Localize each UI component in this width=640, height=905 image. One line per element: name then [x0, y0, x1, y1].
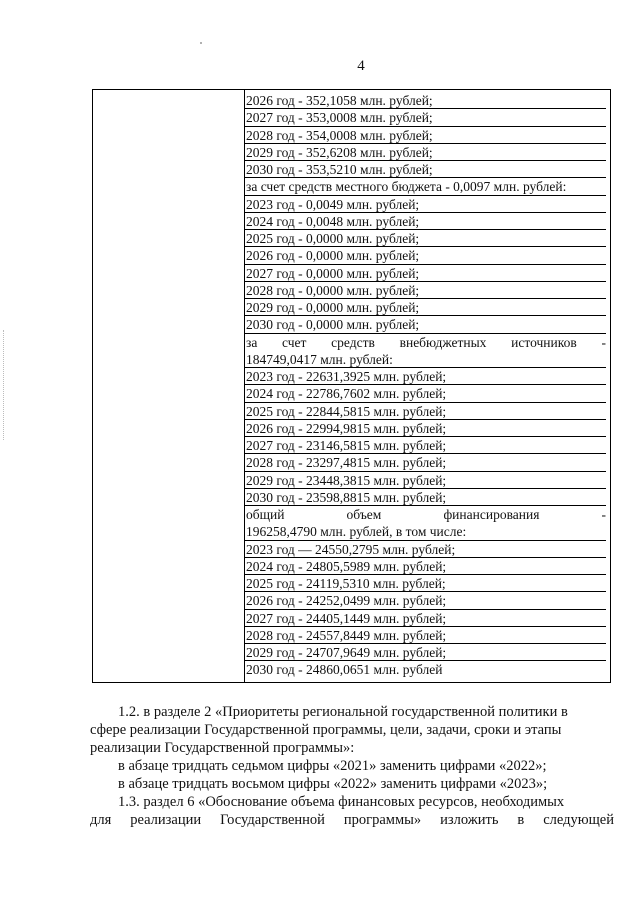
paragraph-line-justified: для реализации Государственной программы» изложить в следующей: [90, 812, 614, 828]
scan-margin-mark: [3, 330, 8, 440]
table-row: 2028 год - 354,0008 млн. рублей;: [244, 127, 606, 144]
paragraph-line: реализации Государственной программы»:: [90, 740, 355, 756]
table-row: 2027 год - 353,0008 млн. рублей;: [244, 109, 606, 126]
table-row: 2028 год - 23297,4815 млн. рублей;: [244, 454, 606, 471]
financing-table: [92, 89, 611, 683]
table-row: 2029 год - 23448,3815 млн. рублей;: [244, 472, 606, 489]
table-row: 2023 год - 0,0049 млн. рублей;: [244, 196, 606, 213]
local-budget-header: за счет средств местного бюджета - 0,0097 млн. рублей:: [244, 178, 606, 195]
table-row: 2027 год - 0,0000 млн. рублей;: [244, 265, 606, 282]
table-row: 2027 год - 23146,5815 млн. рублей;: [244, 437, 606, 454]
table-row: 2029 год - 24707,9649 млн. рублей;: [244, 644, 606, 661]
table-row: 2027 год - 24405,1449 млн. рублей;: [244, 610, 606, 627]
table-row: 2026 год - 22994,9815 млн. рублей;: [244, 420, 606, 437]
page-number: 4: [357, 58, 365, 74]
paragraph-line: 1.3. раздел 6 «Обоснование объема финансовых ресурсов, необходимых: [118, 794, 565, 810]
table-row: 2029 год - 0,0000 млн. рублей;: [244, 299, 606, 316]
table-row: 2024 год - 22786,7602 млн. рублей;: [244, 385, 606, 402]
table-row: 2029 год - 352,6208 млн. рублей;: [244, 144, 606, 161]
total-financing-header: общий объем финансирования -: [246, 507, 606, 522]
table-row: 2024 год - 24805,5989 млн. рублей;: [244, 558, 606, 575]
table-row: 2025 год - 24119,5310 млн. рублей;: [244, 575, 606, 592]
paragraph-line: сфере реализации Государственной программы, цели, задачи, сроки и этапы: [90, 722, 562, 738]
table-row: 2030 год - 353,5210 млн. рублей;: [244, 161, 606, 178]
table-row: 2030 год - 23598,8815 млн. рублей;: [244, 489, 606, 506]
table-row: 2028 год - 0,0000 млн. рублей;: [244, 282, 606, 299]
table-row: 2026 год - 352,1058 млн. рублей;: [244, 92, 606, 109]
paragraph-thirty-seventh: в абзаце тридцать седьмом цифры «2021» заменить цифрами «2022»;: [118, 758, 547, 774]
table-row: 2030 год - 24860,0651 млн. рублей: [246, 662, 443, 678]
paragraph-line: 1.2. в разделе 2 «Приоритеты региональной государственной политики в: [118, 704, 568, 720]
table-row: 2025 год - 0,0000 млн. рублей;: [244, 230, 606, 247]
table-row: 2023 год - 22631,3925 млн. рублей;: [244, 368, 606, 385]
financing-cell: [246, 92, 606, 679]
paragraph-1-2: [90, 703, 614, 757]
table-row: 2026 год - 24252,0499 млн. рублей;: [244, 592, 606, 609]
table-row: 2026 год - 0,0000 млн. рублей;: [244, 247, 606, 264]
paragraph-1-3: [90, 793, 614, 829]
extrabudget-total: 184749,0417 млн. рублей:: [244, 351, 606, 368]
table-row: 2028 год - 24557,8449 млн. рублей;: [244, 627, 606, 644]
table-row: 2025 год - 22844,5815 млн. рублей;: [244, 403, 606, 420]
scan-speck: [200, 42, 202, 44]
table-row: 2030 год - 0,0000 млн. рублей;: [244, 316, 606, 333]
table-row: 2023 год — 24550,2795 млн. рублей;: [244, 541, 606, 558]
table-row: 2024 год - 0,0048 млн. рублей;: [244, 213, 606, 230]
total-financing-amount: 196258,4790 млн. рублей, в том числе:: [244, 523, 606, 540]
amendment-text: [90, 703, 614, 829]
paragraph-thirty-eighth: в абзаце тридцать восьмом цифры «2022» заменить цифрами «2023»;: [118, 776, 548, 792]
extrabudget-header: за счет средств внебюджетных источников -: [246, 334, 606, 350]
